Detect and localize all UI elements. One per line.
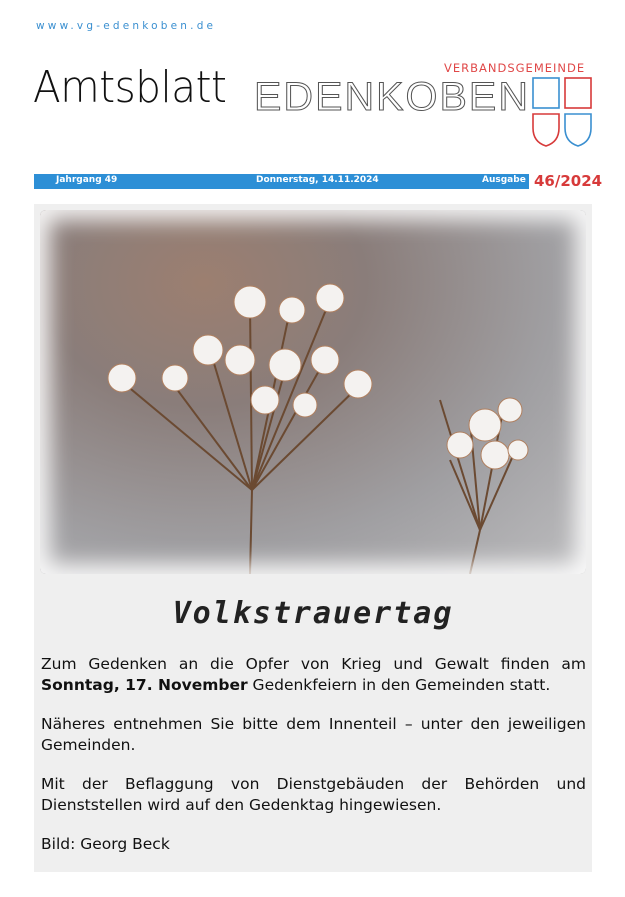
paragraph-1-bold: Sonntag, 17. November (41, 676, 248, 694)
issue-info-bar (34, 174, 529, 189)
cover-panel (34, 204, 592, 872)
issue-date: Donnerstag, 14.11.2024 (256, 175, 379, 185)
cover-photo (40, 210, 586, 574)
ausgabe-label: Ausgabe (482, 175, 526, 185)
paragraph-1 (41, 654, 586, 696)
website-url: www.vg-edenkoben.de (36, 20, 217, 32)
coat-of-arms-icon (530, 76, 594, 150)
paragraph-2: Näheres entnehmen Sie bitte dem Innenteil – unter den jeweiligen Gemeinden. (41, 715, 586, 754)
paragraph-1-text-a: Zum Gedenken an die Opfer von Krieg und Gewalt finden am (41, 655, 586, 673)
paragraph-3: Mit der Beflaggung von Dienstgebäuden der Behörden und Dienststellen wird auf den Gedenktag hingewiesen. (41, 775, 586, 814)
paragraph-1-text-b: Gedenkfeiern in den Gemeinden statt. (247, 676, 551, 694)
issue-number: 46/2024 (534, 172, 603, 190)
article-headline: Volkstrauertag (172, 596, 454, 631)
town-name: EDENKOBEN (254, 76, 530, 116)
edenkoben-wordmark (254, 76, 534, 116)
verbandsgemeinde-label: VERBANDSGEMEINDE (444, 61, 586, 75)
photo-vignette (40, 210, 586, 574)
publication-title: Amtsblatt (33, 62, 227, 113)
jahrgang-label: Jahrgang 49 (56, 175, 118, 185)
photo-credit: Bild: Georg Beck (41, 835, 170, 853)
